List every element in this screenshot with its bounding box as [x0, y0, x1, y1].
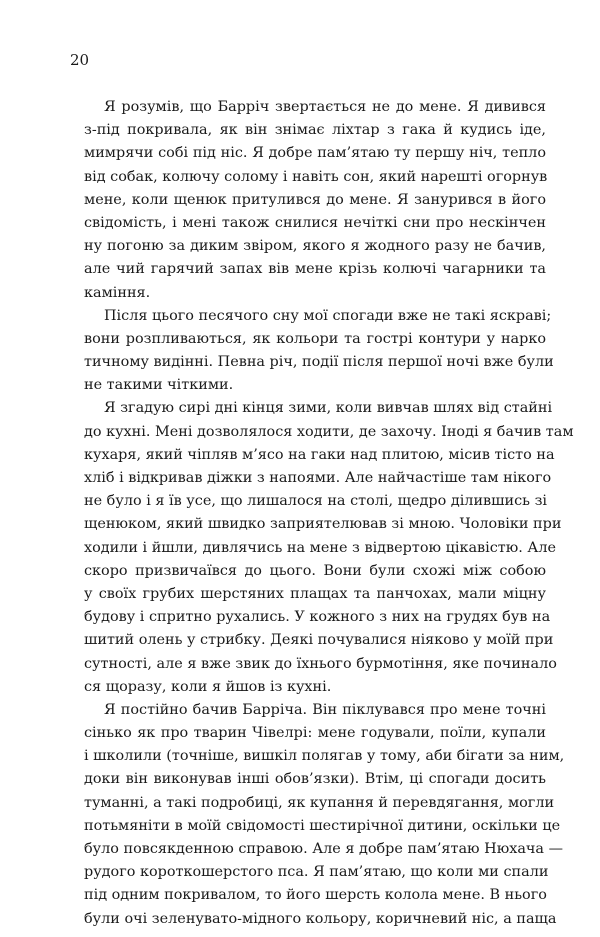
text-line: і школили (точніше, вишкіл полягав у тому, аби бігати за ним, [84, 748, 565, 765]
text-line: до кухні. Мені дозволялося ходити, де захочу. Іноді я бачив там [84, 423, 574, 440]
text-line: свідомість, і мені також снилися нечіткі сни про нескінчен [84, 214, 546, 231]
text-line: тичному видінні. Певна річ, події після першої ночі вже були [84, 354, 554, 371]
text-line: кухаря, який чіпляв м’ясо на гаки над плитою, місив тісто на [84, 446, 555, 463]
text-line: Після цього песячого сну мої спогади вже не такі яскраві; [104, 307, 552, 324]
text-line: ну погоню за диким звіром, якого я жодного разу не бачив, [84, 238, 546, 255]
text-line: сутності, але я вже звик до їхнього бурмотіння, яке починало [84, 655, 557, 672]
page-number: 20 [70, 51, 90, 69]
text-line: під одним покривалом, то його шерсть колола мене. В нього [84, 887, 547, 904]
paragraph [84, 397, 574, 698]
body-text [84, 96, 574, 931]
text-line: доки він виконував інші обов’язки). Втім, ці спогади досить [84, 771, 546, 788]
text-line: вони розпливаються, як кольори та гострі контури у нарко [84, 330, 546, 347]
text-line: щенюком, який швидко заприятелював зі мною. Чоловіки при [84, 516, 562, 533]
text-line: ся щоразу, коли я йшов із кухні. [84, 678, 332, 695]
text-line: ходили і йшли, дивлячись на мене з відвертою цікавістю. Але [84, 539, 556, 556]
text-line: каміння. [84, 284, 151, 301]
paragraph [84, 305, 554, 398]
text-line: мене, коли щенюк притулився до мене. Я занурився в його [84, 191, 546, 208]
text-line: туманні, а такі подробиці, як купання й перевдягання, могли [84, 794, 555, 811]
text-line: потьмяніти в моїй свідомості шестирічної дитини, оскільки це [84, 817, 561, 834]
text-line: хліб і відкривав діжки з напоями. Але найчастіше там нікого [84, 470, 552, 486]
text-line: Я постійно бачив Барріча. Він піклувався про мене точні [104, 701, 546, 718]
text-line: Я згадую сирі дні кінця зими, коли вивчав шлях від стайні [104, 400, 553, 417]
text-line: були очі зеленувато-мідного кольору, коричневий ніс, а паща [84, 910, 557, 927]
text-line: у своїх грубих шерстяних плащах та панчохах, мали міцну [84, 585, 546, 602]
text-line: скоро призвичаївся до цього. Вони були схожі між собою [84, 562, 546, 579]
text-line: було повсякденною справою. Але я добре пам’ятаю Нюхача — [84, 841, 563, 857]
text-line: сінько як про тварин Чівелрі: мене годували, поїли, купали [84, 725, 546, 742]
text-line: не такими чіткими. [84, 377, 234, 394]
text-line: від собак, колючу солому і навіть сон, який нарешті огорнув [84, 168, 548, 185]
text-line: але чий гарячий запах вів мене крізь колючі чагарники та [84, 261, 546, 278]
paragraph [84, 699, 565, 931]
text-line: будову і спритно рухались. У кожного з них на грудях був на [84, 609, 551, 626]
paragraph [84, 96, 546, 305]
text-line: Я розумів, що Барріч звертається не до мене. Я дивився [104, 99, 546, 115]
text-line: мимрячи собі під ніс. Я добре пам’ятаю ту першу ніч, тепло [84, 145, 546, 162]
text-line: шитий олень у стрибку. Деякі почувалися ніяково у моїй при [84, 632, 554, 649]
text-line: з-під покривала, як він знімає ліхтар з гака й кудись іде, [84, 122, 546, 139]
text-line: рудого короткошерстого пса. Я пам’ятаю, що коли ми спали [84, 864, 549, 881]
text-line: не було і я їв усе, що лишалося на столі, щедро ділившись зі [84, 493, 548, 510]
